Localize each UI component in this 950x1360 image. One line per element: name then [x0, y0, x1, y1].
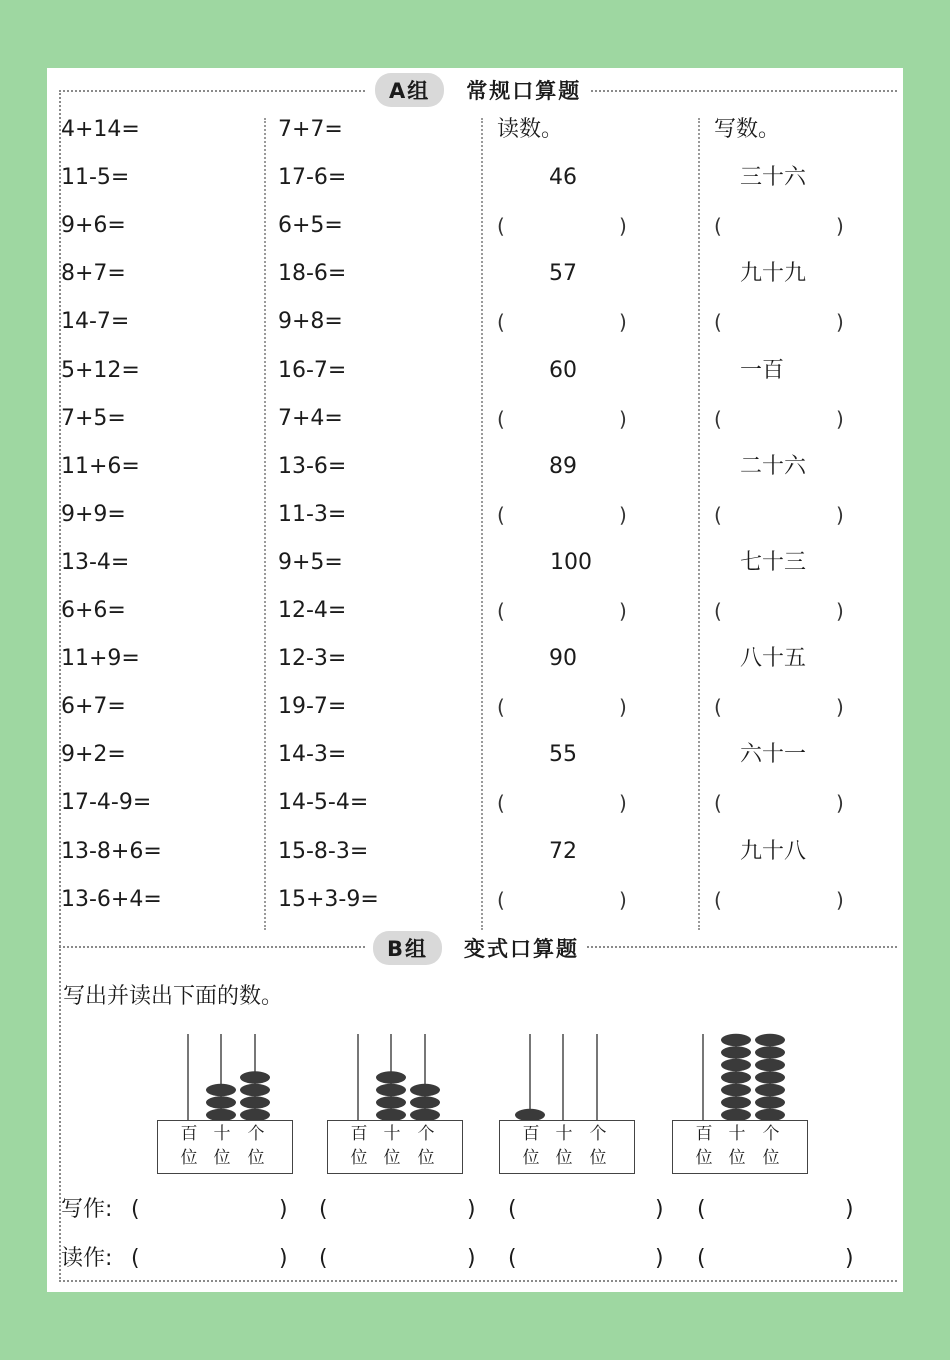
answer-paren-open: (	[714, 214, 722, 239]
abacus-bead	[206, 1084, 236, 1096]
abacus-bead	[240, 1084, 270, 1096]
column-divider	[481, 118, 483, 930]
equation-left: 6+6=	[61, 598, 126, 623]
abacus	[157, 1030, 293, 1180]
equation-left: 7+5=	[61, 405, 126, 431]
answer-paren-open: (	[497, 695, 505, 720]
answer-paren-close: )	[836, 406, 844, 431]
abacus-bead	[376, 1096, 406, 1108]
answer-paren-open: (	[697, 1246, 706, 1271]
answer-paren-close: )	[836, 887, 844, 912]
equation-right: 9+5=	[278, 549, 343, 575]
equation-right: 9+8=	[278, 309, 343, 335]
column-divider	[698, 118, 700, 930]
answer-paren-open: (	[497, 214, 505, 239]
place-label: 百	[180, 1124, 198, 1144]
answer-paren-open: (	[319, 1197, 328, 1222]
answer-paren-open: (	[131, 1197, 140, 1222]
place-label: 十	[728, 1124, 746, 1144]
equation-right: 7+4=	[278, 405, 343, 431]
answer-paren-close: )	[619, 599, 627, 623]
equation-left: 11+6=	[61, 453, 140, 479]
answer-paren-close: )	[836, 214, 844, 239]
place-label: 位	[762, 1148, 780, 1168]
write-heading: 写数。	[714, 117, 781, 142]
place-label: 位	[247, 1148, 265, 1168]
answer-paren-close: )	[836, 310, 844, 335]
read-number: 55	[549, 742, 577, 768]
abacus	[672, 1030, 808, 1180]
equation-right: 15-8-3=	[278, 838, 369, 864]
read-label: 读作:	[61, 1246, 113, 1271]
read-number: 72	[549, 838, 577, 864]
abacus-bead	[206, 1096, 236, 1108]
read-number: 46	[549, 165, 577, 191]
answer-paren-close: )	[836, 502, 844, 527]
answer-paren-close: )	[619, 695, 627, 720]
place-label: 位	[555, 1148, 573, 1168]
place-label: 位	[383, 1148, 401, 1168]
answer-paren-open: (	[131, 1246, 140, 1271]
answer-paren-close: )	[279, 1246, 288, 1271]
worksheet	[47, 68, 903, 1292]
write-words: 九十九	[740, 261, 807, 287]
answer-paren-close: )	[836, 791, 844, 816]
write-words: 七十三	[740, 549, 807, 575]
place-label: 十	[213, 1124, 231, 1144]
place-label: 位	[180, 1148, 198, 1168]
answer-paren-open: (	[714, 695, 722, 720]
place-label: 百	[695, 1124, 713, 1144]
equation-left: 11+9=	[61, 646, 140, 672]
abacus-bead	[240, 1071, 270, 1083]
abacus-bead	[376, 1071, 406, 1083]
read-number: 60	[549, 357, 577, 383]
equation-left: 13-4=	[61, 549, 130, 575]
column-divider	[264, 118, 266, 930]
section-b-header	[365, 932, 587, 964]
abacus-rods	[499, 1030, 635, 1122]
abacus	[327, 1030, 463, 1180]
equation-right: 16-7=	[278, 357, 347, 383]
answer-paren-close: )	[836, 695, 844, 720]
abacus-bead	[755, 1059, 785, 1071]
place-label: 个	[417, 1124, 435, 1144]
section-b-title: 变式口算题	[464, 937, 580, 961]
answer-paren-open: (	[714, 791, 722, 816]
section-a-header	[367, 74, 589, 106]
answer-paren-open: (	[508, 1246, 517, 1271]
abacus-rods	[327, 1030, 463, 1122]
answer-paren-open: (	[714, 310, 722, 335]
equation-right: 15+3-9=	[278, 886, 379, 912]
answer-paren-open: (	[497, 502, 505, 527]
equation-left: 9+9=	[61, 501, 126, 527]
read-heading: 读数。	[497, 117, 564, 142]
equation-right: 6+5=	[278, 213, 343, 239]
equation-right: 17-6=	[278, 165, 347, 191]
answer-paren-open: (	[714, 887, 722, 912]
answer-paren-close: )	[655, 1197, 664, 1222]
section-a-badge: A组	[375, 73, 444, 107]
equation-left: 17-4-9=	[61, 790, 152, 816]
place-label: 位	[728, 1148, 746, 1168]
equation-left: 5+12=	[61, 357, 140, 383]
equation-left: 6+7=	[61, 694, 126, 720]
answer-paren-open: (	[497, 310, 505, 335]
answer-paren-close: )	[845, 1197, 854, 1222]
answer-paren-open: (	[497, 406, 505, 431]
answer-paren-open: (	[697, 1197, 706, 1222]
section-b-instruction: 写出并读出下面的数。	[63, 984, 284, 1009]
place-label: 个	[762, 1124, 780, 1144]
abacus-bead	[721, 1059, 751, 1071]
equation-right: 19-7=	[278, 694, 347, 720]
place-value-box	[327, 1120, 463, 1174]
place-label: 位	[695, 1148, 713, 1168]
answer-paren-close: )	[467, 1246, 476, 1271]
answer-paren-close: )	[619, 791, 627, 816]
answer-paren-close: )	[619, 214, 627, 239]
read-number: 90	[549, 646, 577, 672]
abacus-bead	[755, 1034, 785, 1046]
section-b-badge: B组	[373, 931, 442, 965]
abacus-bead	[721, 1046, 751, 1058]
write-words: 二十六	[740, 453, 807, 479]
write-words: 三十六	[740, 165, 807, 191]
equation-right: 14-3=	[278, 742, 347, 768]
place-value-box	[499, 1120, 635, 1174]
equation-right: 7+7=	[278, 117, 343, 142]
write-words: 八十五	[740, 646, 807, 672]
answer-paren-close: )	[619, 310, 627, 335]
answer-paren-close: )	[836, 599, 844, 623]
answer-paren-open: (	[714, 502, 722, 527]
answer-paren-close: )	[655, 1246, 664, 1271]
equation-left: 9+2=	[61, 742, 126, 768]
write-words: 六十一	[740, 742, 807, 768]
answer-paren-open: (	[714, 406, 722, 431]
place-label: 位	[522, 1148, 540, 1168]
place-label: 十	[555, 1124, 573, 1144]
place-label: 个	[589, 1124, 607, 1144]
answer-paren-open: (	[497, 791, 505, 816]
write-words: 九十八	[740, 838, 807, 864]
place-label: 百	[522, 1124, 540, 1144]
abacus-bead	[721, 1096, 751, 1108]
abacus-bead	[721, 1071, 751, 1083]
abacus-rods	[157, 1030, 293, 1122]
abacus-bead	[755, 1071, 785, 1083]
abacus-bead	[755, 1084, 785, 1096]
equation-right: 12-4=	[278, 598, 347, 623]
equation-left: 8+7=	[61, 261, 126, 287]
equation-left: 14-7=	[61, 309, 130, 335]
equation-left: 4+14=	[61, 117, 140, 142]
answer-paren-close: )	[279, 1197, 288, 1222]
place-label: 十	[383, 1124, 401, 1144]
answer-paren-open: (	[497, 887, 505, 912]
place-label: 位	[213, 1148, 231, 1168]
answer-paren-close: )	[467, 1197, 476, 1222]
equation-left: 9+6=	[61, 213, 126, 239]
answer-paren-open: (	[714, 599, 722, 623]
abacus-bead	[721, 1084, 751, 1096]
answer-paren-open: (	[319, 1246, 328, 1271]
equation-right: 11-3=	[278, 501, 347, 527]
abacus	[499, 1030, 635, 1180]
abacus-bead	[240, 1096, 270, 1108]
read-number: 57	[549, 261, 577, 287]
abacus-bead	[755, 1096, 785, 1108]
answer-paren-close: )	[619, 406, 627, 431]
equation-right: 14-5-4=	[278, 790, 369, 816]
equation-right: 13-6=	[278, 453, 347, 479]
abacus-bead	[721, 1034, 751, 1046]
place-label: 百	[350, 1124, 368, 1144]
place-value-box	[672, 1120, 808, 1174]
answer-paren-close: )	[619, 887, 627, 912]
place-value-box	[157, 1120, 293, 1174]
equation-right: 18-6=	[278, 261, 347, 287]
equation-right: 12-3=	[278, 646, 347, 672]
write-label: 写作:	[61, 1197, 113, 1222]
place-label: 位	[589, 1148, 607, 1168]
equation-left: 13-6+4=	[61, 886, 162, 912]
equation-left: 13-8+6=	[61, 838, 162, 864]
section-a-title: 常规口算题	[466, 79, 582, 103]
place-label: 位	[417, 1148, 435, 1168]
read-number: 89	[549, 453, 577, 479]
abacus-bead	[410, 1096, 440, 1108]
equation-left: 11-5=	[61, 165, 130, 191]
abacus-rods	[672, 1030, 808, 1122]
abacus-bead	[410, 1084, 440, 1096]
abacus-bead	[755, 1046, 785, 1058]
read-number: 100	[550, 549, 592, 575]
place-label: 个	[247, 1124, 265, 1144]
write-words: 一百	[740, 357, 785, 383]
answer-paren-open: (	[508, 1197, 517, 1222]
answer-paren-close: )	[619, 502, 627, 527]
place-label: 位	[350, 1148, 368, 1168]
answer-paren-close: )	[845, 1246, 854, 1271]
answer-paren-open: (	[497, 599, 505, 623]
abacus-bead	[376, 1084, 406, 1096]
